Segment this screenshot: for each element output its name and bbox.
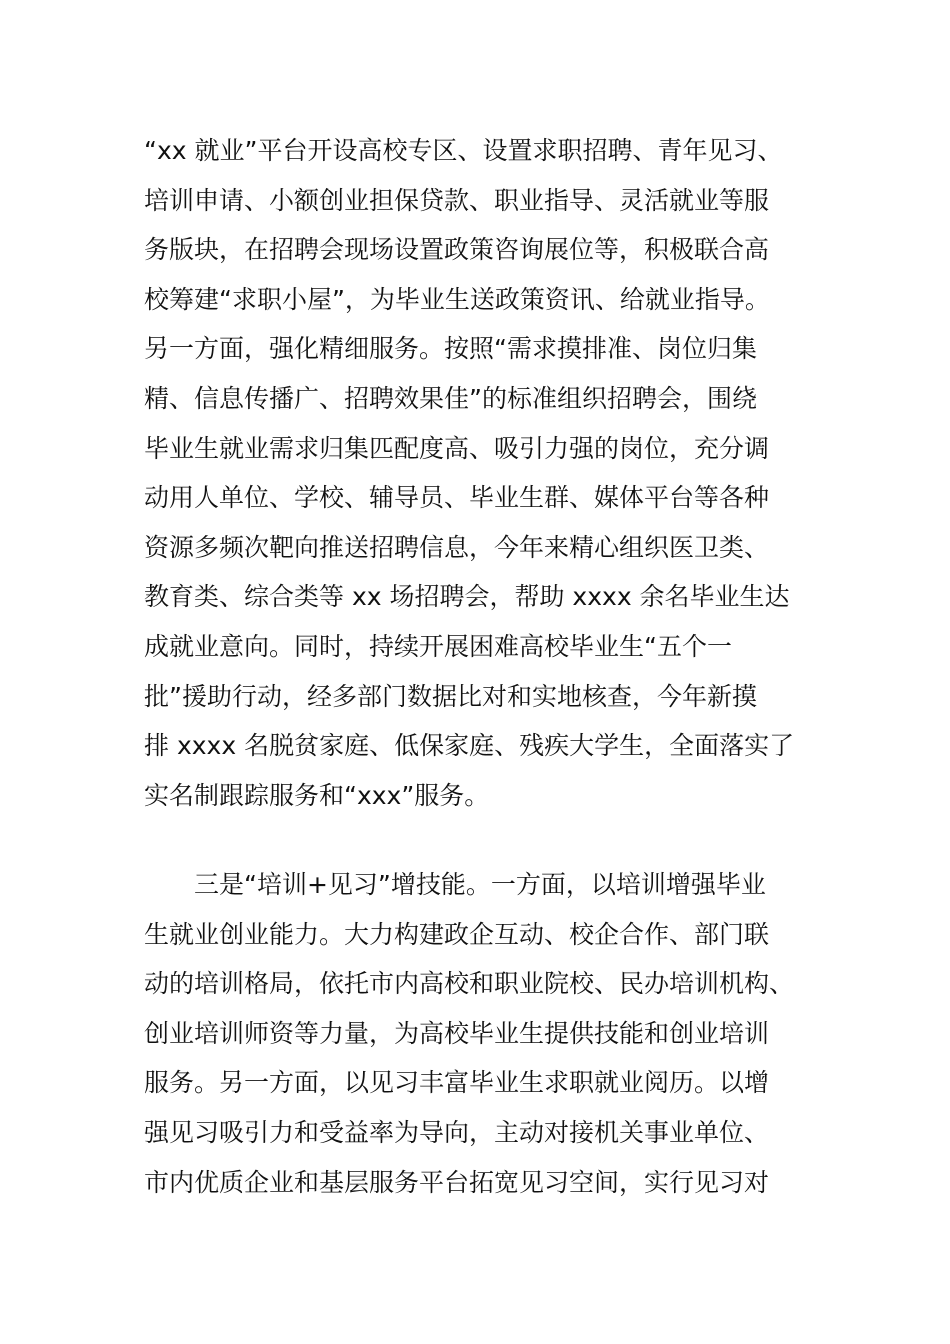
- paragraph-line: 动的培训格局，依托市内高校和职业院校、民办培训机构、: [144, 969, 795, 999]
- paragraph-line: 强见习吸引力和受益率为导向，主动对接机关事业单位、: [144, 1117, 770, 1147]
- paragraph-line: 创业培训师资等力量，为高校毕业生提供技能和创业培训: [144, 1018, 770, 1048]
- paragraph-line: 务版块，在招聘会现场设置政策咨询展位等，积极联合高: [144, 235, 770, 265]
- paragraph-line: 培训申请、小额创业担保贷款、职业指导、灵活就业等服: [144, 185, 770, 215]
- paragraph-line: 精、信息传播广、招聘效果佳”的标准组织招聘会，围绕: [144, 383, 757, 413]
- paragraph-line: 排 xxxx 名脱贫家庭、低保家庭、残疾大学生，全面落实了: [144, 731, 795, 761]
- paragraph-line: 实名制跟踪服务和“xxx”服务。: [144, 780, 490, 810]
- paragraph-1: [144, 126, 824, 820]
- paragraph-line: 三是“培训+见习”增技能。一方面，以培训增强毕业: [144, 870, 766, 899]
- paragraph-line: 教育类、综合类等 xx 场招聘会，帮助 xxxx 余名毕业生达: [144, 582, 790, 612]
- paragraph-line: 校筹建“求职小屋”，为毕业生送政策资讯、给就业指导。: [144, 284, 770, 314]
- paragraph-line: “xx 就业”平台开设高校专区、设置求职招聘、青年见习、: [144, 136, 783, 165]
- paragraph-line: 动用人单位、学校、辅导员、毕业生群、媒体平台等各种: [144, 483, 770, 513]
- paragraph-line: 毕业生就业需求归集匹配度高、吸引力强的岗位，充分调: [144, 433, 770, 463]
- paragraph-line: 批”援助行动，经多部门数据比对和实地核查，今年新摸: [144, 681, 757, 711]
- paragraph-2: [144, 860, 824, 1207]
- paragraph-line: 资源多频次靶向推送招聘信息，今年来精心组织医卫类、: [144, 532, 770, 562]
- paragraph-line: 服务。另一方面，以见习丰富毕业生求职就业阅历。以增: [144, 1068, 770, 1098]
- paragraph-line: 市内优质企业和基层服务平台拓宽见习空间，实行见习对: [144, 1167, 770, 1197]
- paragraph-line: 成就业意向。同时，持续开展困难高校毕业生“五个一: [144, 631, 732, 661]
- paragraph-line: 另一方面，强化精细服务。按照“需求摸排准、岗位归集: [144, 334, 757, 364]
- paragraph-line: 生就业创业能力。大力构建政企互动、校企合作、部门联: [144, 919, 770, 949]
